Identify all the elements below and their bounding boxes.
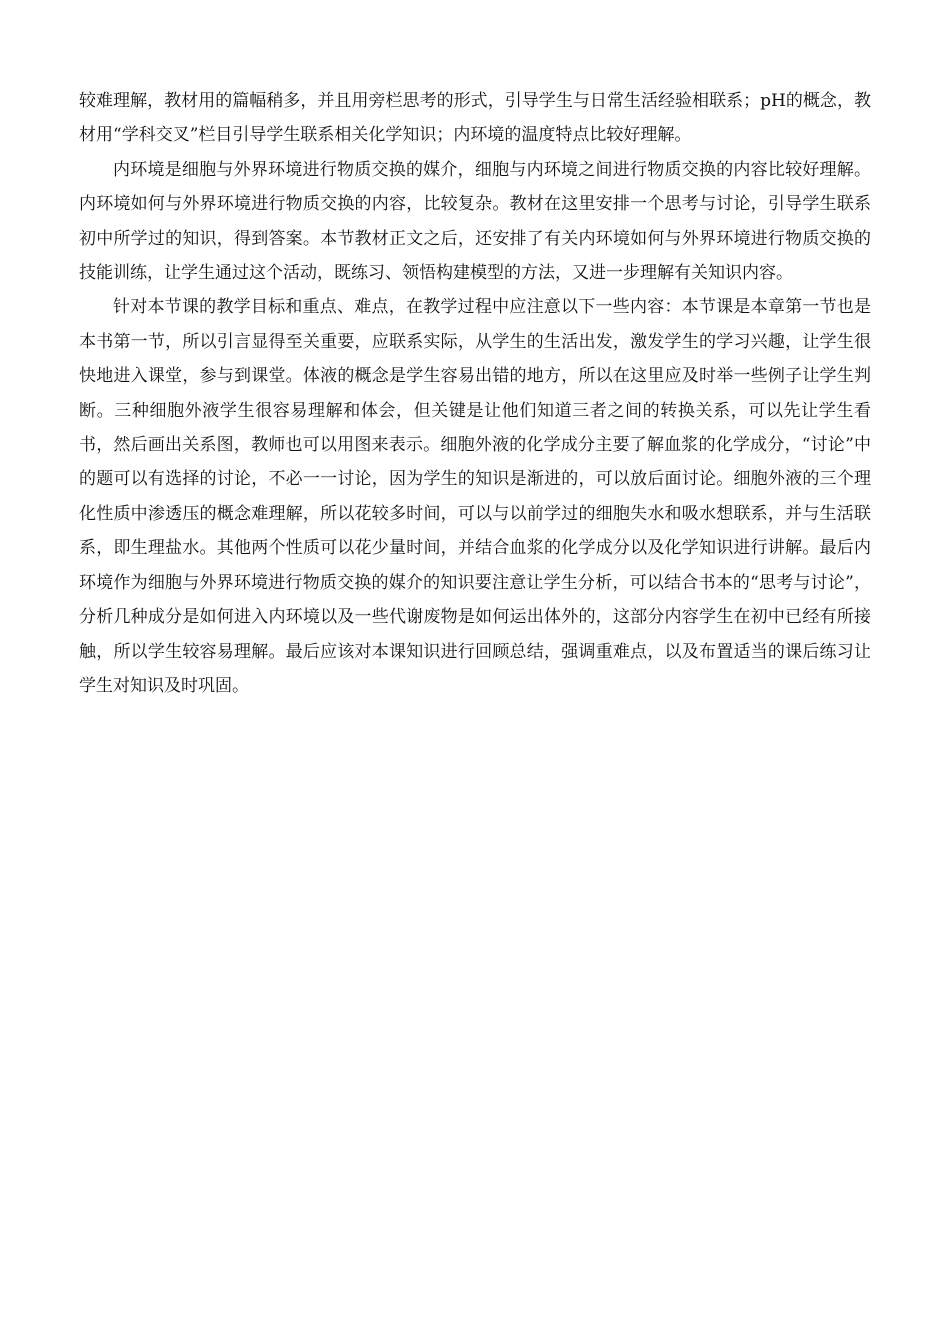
- paragraph-internal-environment-exchange: 内环境是细胞与外界环境进行物质交换的媒介，细胞与内环境之间进行物质交换的内容比较好理解。内环境如何与外界环境进行物质交换的内容，比较复杂。教材在这里安排一个思考与讨论，引导学生联系初中所学过的知识，得到答案。本节教材正文之后，还安排了有关内环境如何与外界环境进行物质交换的技能训练，让学生通过这个活动，既练习、领悟构建模型的方法，又进一步理解有关知识内容。: [79, 159, 871, 284]
- document-body: [79, 84, 871, 703]
- paragraph-continued: 较难理解，教材用的篇幅稍多，并且用旁栏思考的形式，引导学生与日常生活经验相联系；pH的概念，教材用“学科交叉”栏目引导学生联系相关化学知识；内环境的温度特点比较好理解。: [79, 91, 871, 146]
- paragraph-teaching-notes: 针对本节课的教学目标和重点、难点，在教学过程中应注意以下一些内容：本节课是本章第一节也是本书第一节，所以引言显得至关重要，应联系实际，从学生的生活出发，激发学生的学习兴趣，让学生很快地进入课堂，参与到课堂。体液的概念是学生容易出错的地方，所以在这里应及时举一些例子让学生判断。三种细胞外液学生很容易理解和体会，但关键是让他们知道三者之间的转换关系，可以先让学生看书，然后画出关系图，教师也可以用图来表示。细胞外液的化学成分主要了解血浆的化学成分，“讨论”中的题可以有选择的讨论，不必一一讨论，因为学生的知识是渐进的，可以放后面讨论。细胞外液的三个理化性质中渗透压的概念难理解，所以花较多时间，可以与以前学过的细胞失水和吸水想联系，并与生活联系，即生理盐水。其他两个性质可以花少量时间，并结合血浆的化学成分以及化学知识进行讲解。最后内环境作为细胞与外界环境进行物质交换的媒介的知识要注意让学生分析，可以结合书本的“思考与讨论”，分析几种成分是如何进入内环境以及一些代谢废物是如何运出体外的，这部分内容学生在初中已经有所接触，所以学生较容易理解。最后应该对本课知识进行回顾总结，强调重难点，以及布置适当的课后练习让学生对知识及时巩固。: [79, 297, 871, 696]
